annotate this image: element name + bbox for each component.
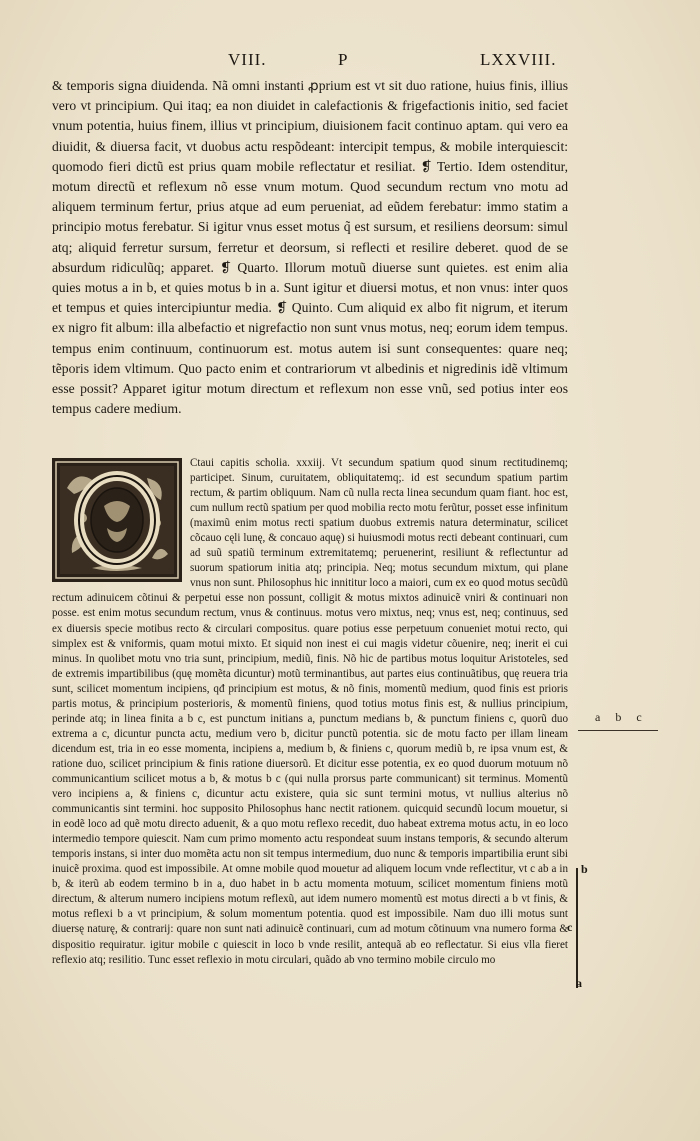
scholia-section	[52, 456, 568, 968]
header-left: VIII.	[228, 50, 267, 69]
margin-label-c: c	[567, 920, 573, 934]
main-text-block: & temporis signa diuidenda. Nã omni instanti ꝓprium est vt sit duo ratione, huius finis, illius vero vt principium. Qui itaq; ea non diuidet in calefactionis & frigefactionis initio, sed faciet vnum potentia, huius finem, illius vt principium, diuisionem facit continuo aptam. qui vero ea diuidit, & diuersa facit, vt duobus actu respõdeant: intercipit tempus, & mobile interquiescit: quomodo fieri dictũ est prius quam mobile reflectatur et resiliat. ❡ Tertio. Idem ostenditur, motum directũ et reflexum nõ esse vnum motum. Quod secundum rectum vno motu ad aliquem terminum fertur, prius atque ad eum perueniat, ad eũdem ferebatur: immo statim a principio motus ferebatur. Si igitur vnus esset motus q̃ est sursum, et resiliens deorsum: simul atq; aliquid ferretur sursum, ferretur et deorsum, si reflecti et resilire deberet. quod de se absurdum ridiculũq; apparet. ❡ Quarto. Illorum motuũ diuerse sunt quietes. est enim alia quies motus a in b, et quies motus b in a. Sunt igitur et diuersi motus, et non vnus: inter quos et tempus et quies intercipiuntur media. ❡ Quinto. Cum aliquid ex albo fit nigrum, et iterum ex nigro fit album: illa albefactio et nigrefactio non sunt vnus motus, neq; eorum idem tempus. tempus enim continuum, continuorum est. motus autem isi sunt consequentes: quare neq; tẽporis idem vltimum. Quo pacto enim et contrariorum vt albedinis et nigredinis idẽ vltimum esse possit? Apparet igitur motum directum et reflexum non esse vnũ, sed potius inter eos tempus cadere medium.	[52, 78, 568, 417]
header-folio: LXXVIII.	[480, 50, 557, 69]
margin-label-a: a	[576, 976, 582, 990]
header-signature: P	[338, 50, 349, 69]
margin-label-b: b	[581, 862, 588, 876]
scholia-text: Ctaui capitis scholia. xxxiij. Vt secundum spatium quod sinum rectitudinemq; participet. Sinum, curuitatem, obliquitatemq;. id est secundum spatium partim rectum, & partim obliquum. Nam cũ nulla recta linea secundum quam fiant. hoc est, cum nullum rectũ spatium per quod mobilia recto motu ferũtur, posset esse infinitum (maximũ enim motus recti spatium duobus extremis natura determinatur, scilicet cõcauo cęli lunę, & concauo aquę) si huiusmodi motus recti debeant continuari, cum ad suũ spatiũ terminum extremitatemq; peruenerint, resiliunt & reflectuntur ad suorum spatiorum initia atq; principia. Neq; motus secundum mixtum, qui plane vnus non sunt. Philosophus hic innititur loco a maiori, cum ex eo quod motus secũdũ rectum adinuicem cõtinui & perpetui esse non possunt, colligit & motus mixtos adinuicẽ vniri & continuari non posse. est enim motus secundum rectum, vnus & continuus. motus vero mixtus, neq; vnus est, neq; continuus, sed ex diuersis specie motibus recto & circulari compositus. quare potius esse perpetuum conueniet motui recto, qui simplex est & vniformis, quam motui mixto. Et siquid non inest ei cui magis videtur cõuenire, neq; inerit ei cui minus. In quolibet motu vno tria sunt, principium, mediũ, finis. Nõ hic de partibus motus loquitur Aristoteles, sed de extremis impartibilibus (quę momẽta dicuntur) motũ terminantibus, aut partes eius continuãtibus, quę reuera tria sunt, scilicet momentum incipiens, qđ principium est motus, & nõ finis, momentũ medium, quod finis est prioris partis motus, & principium posterioris, & momentũ finiens, quod totius motus finis est, & nullius principium, perinde atq; in linea finita a b c, est punctum initians a, punctum medians b, & punctum finiens c, quorũ duo extrema a c, dicuntur puncta actu, medium vero b, dicitur punctũ potentia. sic de motu facto per illam lineam dicendum est, tria in eo esse momenta, incipiens a, medium b, & finiens c, quorum mediũ b, re ipsa vnum est, & ratione duo, scilicet principium & finis ratione diuersorũ. Et dicitur esse potentia, ex eo quod duorum motuum nõ communicantium scilicet motus a b, & motus b c (qui nulla prorsus parte communicant) sit terminus. Momentũ vero incipiens a, & finiens c, dicuntur actu existere, quia sic sunt termini motus, vt nullius alterius nõ communicantis sint termini. hoc supposito Philosophus hanc nectit rationem. quicquid secundũ locum mouetur, si in eodẽ loco ad quẽ motu directo aduenit, & a quo motu reflexo recedit, duo habeat extrema motus actu, in eo loco intermedio tempore quiescit. Nam cum primo momento actu respondeat suum instans temporis, & secundo alterum temporis instans, si inter duo momẽta actu non sit tempus intermedium, duo nunc & temporis impartibilia erunt sibi inuicẽ proxima. quod est impossibile. At omne mobile quod mouetur ad aliquem locum vnde reflectitur, vt c ab a in b, & iterũ ab eodem termino b in a, duo habet in b actu momenta motuum, scilicet momentum finiens motũ directum, & alterum numero incipiens motum reflexũ, aut idem numero momentũ est motus directi a b vt finis, & motus reflexi b a vt principium, & solum momentum potentia. quod est impossibile. Nam duo illi motus sunt diuersę naturę, & contrarij: quare non sunt nati adinuicẽ continuari, cum ad motum cõtinuum vna numero forma & dispositio requiratur. igitur mobile c quiescit in loco b vnde resilit, antequã ab eo reflectatur. Si eius vlla fieret reflexio atq; resilitio. Tunc esset reflexio in motu circulari, quãdo ab vno termino mobile circulo mo	[52, 457, 568, 966]
running-header	[50, 50, 570, 74]
margin-diagram-line	[578, 730, 658, 731]
decorated-initial-o-image	[52, 458, 182, 582]
margin-diagram-abc: a b c	[595, 710, 648, 724]
margin-diagram-vertical-line	[576, 868, 578, 988]
